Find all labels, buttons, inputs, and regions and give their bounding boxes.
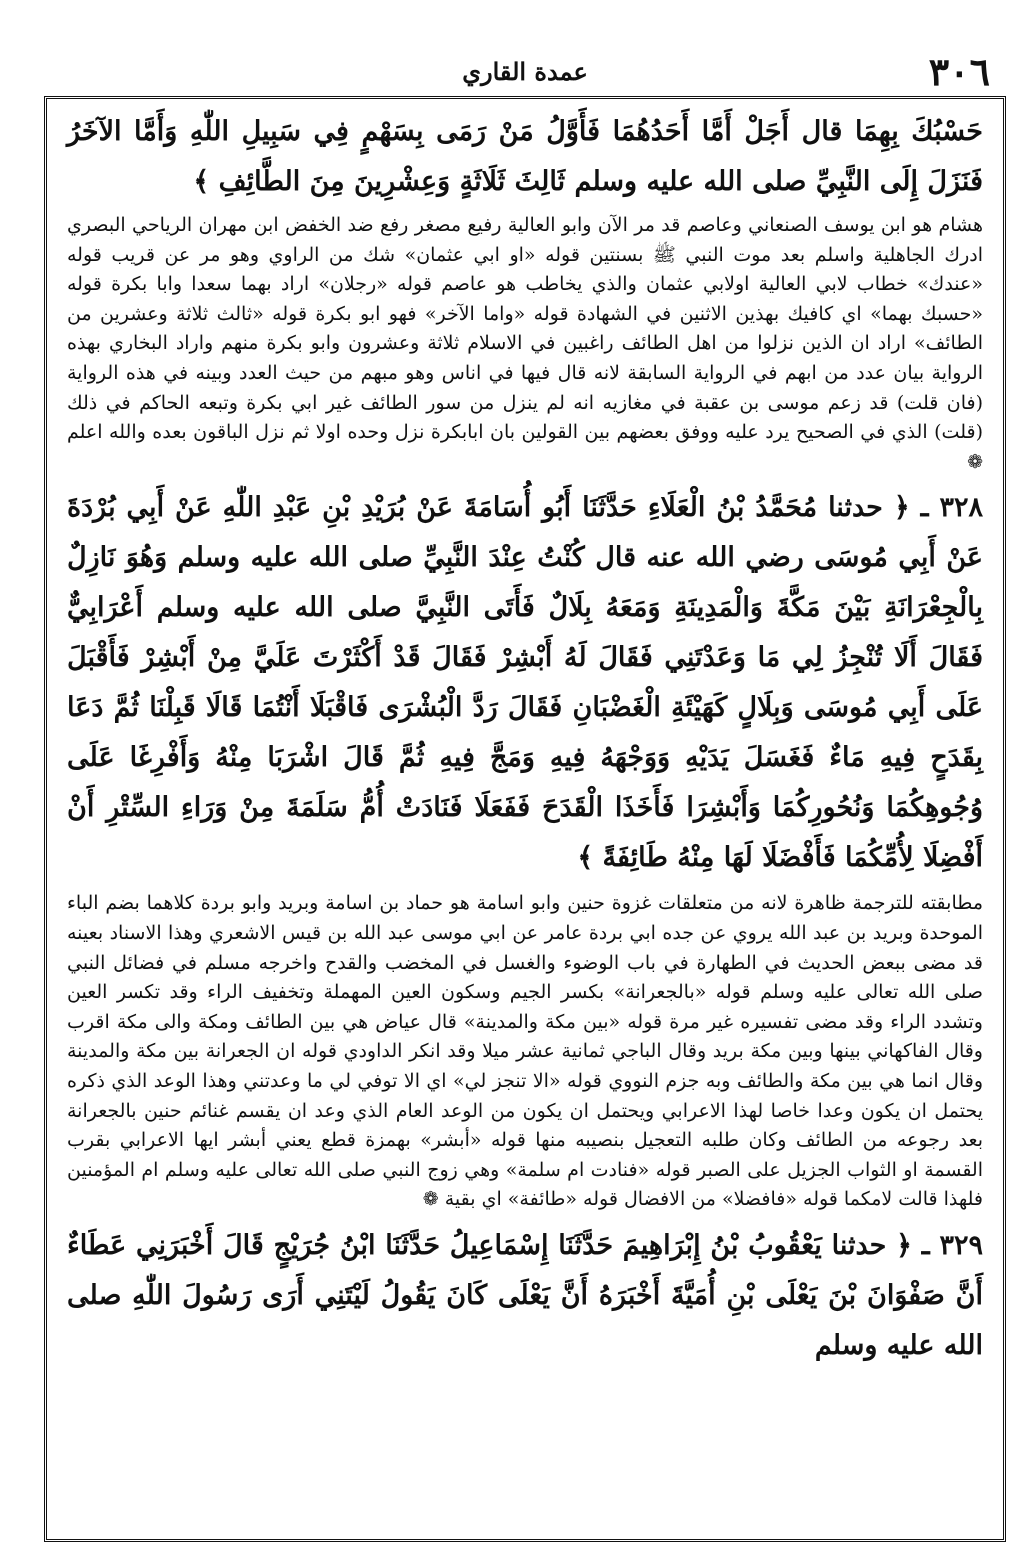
- page-frame: [44, 96, 1006, 1542]
- commentary-paragraph: [67, 211, 983, 477]
- hadith-block: [67, 483, 983, 883]
- page-header: [60, 49, 990, 94]
- hadith-number: ٣٢٨: [939, 492, 984, 524]
- narration-lead: حدثنا: [828, 492, 883, 524]
- hadith-dash: ـ ﴿: [882, 492, 929, 524]
- hadith-text: مُحَمَّدُ بْنُ الْعَلَاءِ حَدَّثَنَا أَبُو أُسَامَةَ عَنْ بُرَيْدِ بْنِ عَبْدِ اللّٰهِ عَنْ أَبِي بُرْدَةَ عَنْ أَبِي مُوسَى رضي الله عنه قال كُنْتُ عِنْدَ النَّبِيِّ صلى الله عليه وسلم وَهُوَ نَازِلٌ بِالْجِعْرَانَةِ بَيْنَ مَكَّةَ وَالْمَدِينَةِ وَمَعَهُ بِلَالٌ فَأَتَى النَّبِيَّ صلى الله عليه وسلم أَعْرَابِيٌّ فَقَالَ أَلَا تُنْجِزُ لِي مَا وَعَدْتَنِي فَقَالَ لَهُ أَبْشِرْ فَقَالَ قَدْ أَكْثَرْتَ عَلَيَّ مِنْ أَبْشِرْ فَأَقْبَلَ عَلَى أَبِي مُوسَى وَبِلَالٍ كَهَيْئَةِ الْغَضْبَانِ فَقَالَ رَدَّ الْبُشْرَى فَاقْبَلَا أَنْتُمَا قَالَا قَبِلْنَا ثُمَّ دَعَا بِقَدَحٍ فِيهِ مَاءٌ فَغَسَلَ يَدَيْهِ وَوَجْهَهُ فِيهِ وَمَجَّ فِيهِ ثُمَّ قَالَ اشْرَبَا مِنْهُ وَأَفْرِغَا عَلَى وُجُوهِكُمَا وَنُحُورِكُمَا وَأَبْشِرَا فَأَخَذَا الْقَدَحَ فَفَعَلَا فَنَادَتْ أُمُّ سَلَمَةَ مِنْ وَرَاءِ السِّتْرِ أَنْ أَفْضِلَا لِأُمِّكُمَا فَأَفْضَلَا لَهَا مِنْهُ طَائِفَةً ﴾: [67, 492, 983, 874]
- commentary-paragraph: [67, 889, 983, 1215]
- commentary-text: هشام هو ابن يوسف الصنعاني وعاصم قد مر الآن وابو العالية رفيع مصغر رفع ضد الخفض ابن مهران الرياحي البصري ادرك الجاهلية واسلم بعد موت النبي ﷺ بسنتين قوله «او ابي عثمان» شك من الراوي وهو مر عن قريب قوله «عندك» خطاب لابي العالية اولابي عثمان والذي يخاطب هو عاصم قوله «رجلان» اراد بهما سعدا وابا بكرة قوله «حسبك بهما» اي كافيك بهذين الاثنين في الشهادة قوله «واما الآخر» فهو ابو بكرة قوله «ثالث ثلاثة وعشرين من الطائف» اراد ان الذين نزلوا من اهل الطائف راغبين في الاسلام ثلاثة وعشرون وابو بكرة منهم واراد البخاري بهذه الرواية بيان عدد من ابهم في الرواية السابقة لانه قال فيها في اناس وهو مبهم من حيث العدد وبينه في هذه الرواية (فان قلت) قد زعم موسى بن عقبة في مغازيه انه لم ينزل من سور الطائف غير ابي بكرة وتبعه الحاكم في ذلك (قلت) الذي في الصحيح يرد عليه ووفق بعضهم بين القولين بان ابابكرة نزل وحده اولا ثم نزل الباقون بعده والله اعلم ❁: [67, 214, 983, 473]
- commentary-text: مطابقته للترجمة ظاهرة لانه من متعلقات غزوة حنين وابو اسامة هو حماد بن اسامة وبريد وابو بردة كلاهما بضم الباء الموحدة وبريد بن عبد الله يروي عن جده ابي بردة عامر عن ابي موسى عبد الله بن قيس الاشعري وهذا الاسناد بعينه قد مضى ببعض الحديث في الطهارة في باب الوضوء والغسل في المخضب والقدح واخرجه مسلم في فضائل النبي صلى الله تعالى عليه وسلم قوله «بالجعرانة» بكسر الجيم وسكون العين المهملة وتخفيف الراء وقد تكسر العين وتشدد الراء وقد مضى تفسيره غير مرة قوله «بين مكة والمدينة» قال عياض هي بين الطائف ومكة والى مكة اقرب وقال الفاكهاني بينها وبين مكة بريد وقال الباجي ثمانية عشر ميلا وقد انكر الداودي قوله ان الجعرانة بين مكة والمدينة وقال انما هي بين مكة والطائف وبه جزم النووي قوله «الا تنجز لي» اي الا توفي لي ما وعدتني وهذا الوعد الذي ذكره يحتمل ان يكون وعدا خاصا لهذا الاعرابي ويحتمل ان يكون من الوعد العام الذي وعد ان يقسم غنائم حنين بالجعرانة بعد رجوعه من الطائف وكان طلبه التعجيل بنصيبه منها قوله «أبشر» بهمزة قطع يعني أبشر ايها الاعرابي بقرب القسمة او الثواب الجزيل على الصبر قوله «فنادت ام سلمة» وهي زوج النبي صلى الله تعالى عليه وسلم ام المؤمنين فلهذا قالت لامكما قوله «فافضلا» من الافضال قوله «طائفة» اي بقية ❁: [67, 892, 983, 1211]
- hadith-number: ٣٢٩: [939, 1229, 984, 1261]
- hadith-dash: ـ ﴿: [886, 1229, 930, 1261]
- running-title: عمدة القاري: [462, 57, 588, 86]
- hadith-text-continuation: [67, 107, 983, 207]
- page-number: ٣٠٦: [928, 49, 990, 94]
- page-content: [67, 107, 983, 1531]
- narration-lead: حدثنا: [831, 1229, 887, 1261]
- hadith-text: حَسْبُكَ بِهِمَا قال أَجَلْ أَمَّا أَحَدُهُمَا فَأَوَّلُ مَنْ رَمَى بِسَهْمٍ فِي سَبِيلِ اللّٰهِ وَأَمَّا الآخَرُ فَنَزَلَ إِلَى النَّبِيِّ صلى الله عليه وسلم ثَالِثَ ثَلَاثَةٍ وَعِشْرِينَ مِنَ الطَّائِفِ ﴾: [67, 116, 983, 197]
- hadith-block: [67, 1221, 983, 1371]
- hadith-text: يَعْقُوبُ بْنُ إِبْرَاهِيمَ حَدَّثَنَا إِسْمَاعِيلُ حَدَّثَنَا ابْنُ جُرَيْجٍ قَالَ أَخْبَرَنِي عَطَاءٌ أَنَّ صَفْوَانَ بْنَ يَعْلَى بْنِ أُمَيَّةَ أَخْبَرَهُ أَنَّ يَعْلَى كَانَ يَقُولُ لَيْتَنِي أَرَى رَسُولَ اللّٰهِ صلى الله عليه وسلم: [67, 1229, 983, 1361]
